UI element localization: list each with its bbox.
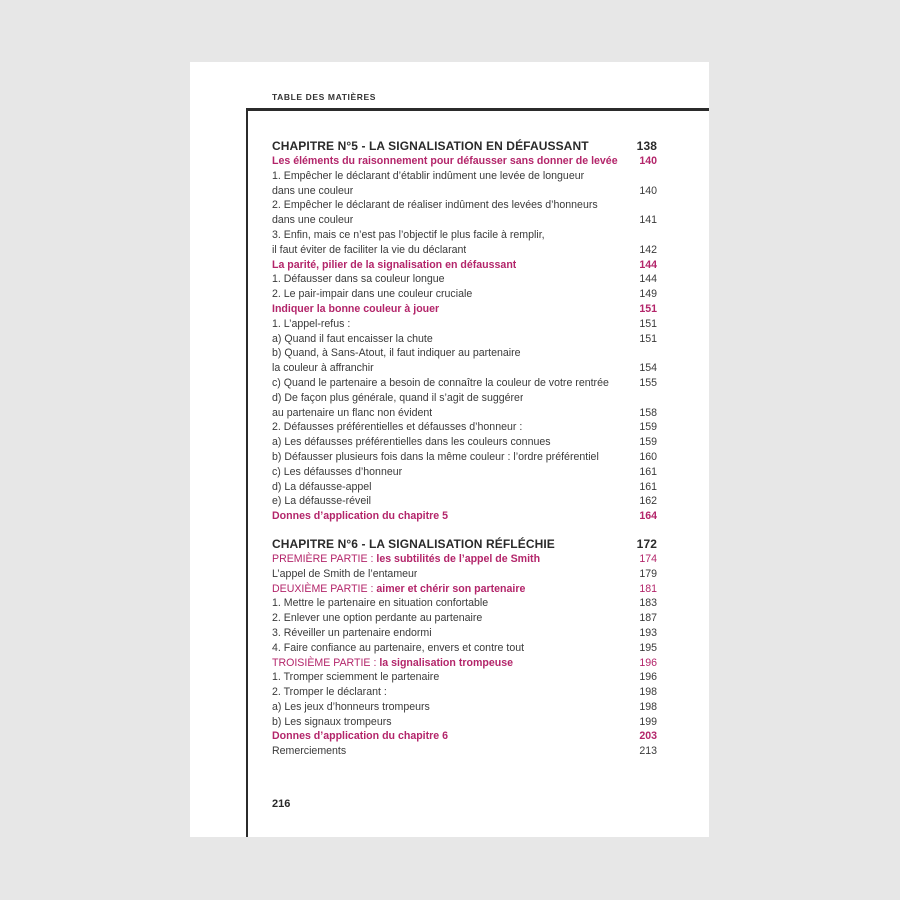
entry-title: a) Les défausses préférentielles dans les couleurs connues bbox=[272, 436, 551, 449]
entry-title: L’appel de Smith de l’entameur bbox=[272, 567, 418, 580]
entry-page: 151 bbox=[639, 317, 657, 330]
entry-title: 3. Enfin, mais ce n’est pas l’objectif le plus facile à remplir, bbox=[272, 228, 545, 241]
toc-entry[interactable] bbox=[272, 184, 657, 199]
entry-page: 161 bbox=[639, 465, 657, 478]
toc-entry[interactable] bbox=[272, 243, 657, 258]
entry-text bbox=[272, 317, 350, 332]
entry-title: il faut éviter de faciliter la vie du déclarant bbox=[272, 243, 467, 256]
entry-title: d) De façon plus générale, quand il s’agit de suggérer bbox=[272, 391, 524, 404]
entry-text bbox=[272, 509, 448, 524]
entry-text bbox=[272, 641, 524, 656]
entry-text bbox=[272, 480, 372, 495]
chapter-page: 138 bbox=[636, 139, 657, 153]
entry-text bbox=[272, 670, 439, 685]
entry-text bbox=[272, 715, 392, 730]
chapter-heading[interactable] bbox=[272, 139, 657, 154]
entry-page: 162 bbox=[639, 495, 657, 508]
toc-entry[interactable] bbox=[272, 169, 657, 184]
entry-title: 1. Défausser dans sa couleur longue bbox=[272, 273, 445, 286]
entry-text bbox=[272, 154, 618, 169]
entry-text bbox=[272, 376, 609, 391]
margin-rule bbox=[246, 108, 248, 837]
entry-page: 193 bbox=[639, 626, 657, 639]
entry-page: 160 bbox=[639, 450, 657, 463]
toc-section-heading[interactable] bbox=[272, 154, 657, 169]
toc-section-heading[interactable] bbox=[272, 509, 657, 524]
entry-page: 213 bbox=[639, 745, 657, 758]
entry-page: 151 bbox=[639, 332, 657, 345]
entry-page: 196 bbox=[639, 656, 657, 669]
entry-text bbox=[272, 420, 522, 435]
entry-page: 158 bbox=[639, 406, 657, 419]
toc-entry[interactable] bbox=[272, 361, 657, 376]
book-page bbox=[190, 62, 709, 837]
entry-page: 142 bbox=[639, 243, 657, 256]
entry-text bbox=[272, 435, 551, 450]
entry-title: 2. Enlever une option perdante au partenaire bbox=[272, 612, 483, 625]
entry-text bbox=[272, 596, 488, 611]
entry-text bbox=[272, 332, 433, 347]
entry-page: 144 bbox=[639, 273, 657, 286]
entry-title: 2. Empêcher le déclarant de réaliser indûment des levées d’honneurs bbox=[272, 199, 598, 212]
toc-entry[interactable] bbox=[272, 626, 657, 641]
entry-text bbox=[272, 465, 402, 480]
entry-title: 1. Tromper sciemment le partenaire bbox=[272, 671, 440, 684]
entry-title: 2. Défausses préférentielles et défausses d’honneur : bbox=[272, 421, 523, 434]
entry-text bbox=[272, 611, 482, 626]
toc-entry[interactable] bbox=[272, 465, 657, 480]
entry-page: 195 bbox=[639, 641, 657, 654]
entry-text bbox=[272, 656, 513, 671]
entry-text bbox=[272, 287, 472, 302]
chapter-spacer bbox=[272, 524, 657, 537]
entry-page: 140 bbox=[639, 155, 657, 167]
toc-entry[interactable] bbox=[272, 611, 657, 626]
entry-title: Les éléments du raisonnement pour défausser sans donner de levée bbox=[272, 155, 618, 167]
entry-title: b) Quand, à Sans-Atout, il faut indiquer au partenaire bbox=[272, 347, 521, 360]
toc-entry[interactable] bbox=[272, 332, 657, 347]
entry-text bbox=[272, 552, 540, 567]
entry-title: e) La défausse-réveil bbox=[272, 495, 371, 508]
toc-entry[interactable] bbox=[272, 480, 657, 495]
entry-text bbox=[272, 685, 387, 700]
entry-title: a) Les jeux d’honneurs trompeurs bbox=[272, 700, 430, 713]
entry-page: 151 bbox=[639, 302, 657, 315]
chapter-title: CHAPITRE N°5 - LA SIGNALISATION EN DÉFAUSSANT bbox=[272, 139, 589, 153]
entry-text bbox=[272, 700, 430, 715]
toc-entry[interactable] bbox=[272, 391, 657, 406]
entry-page: 159 bbox=[639, 421, 657, 434]
entry-title: Indiquer la bonne couleur à jouer bbox=[272, 302, 440, 315]
entry-page: 159 bbox=[639, 436, 657, 449]
table-of-contents bbox=[272, 139, 657, 759]
toc-entry[interactable] bbox=[272, 450, 657, 465]
entry-page: 161 bbox=[639, 480, 657, 493]
toc-entry[interactable] bbox=[272, 700, 657, 715]
entry-text bbox=[272, 494, 371, 509]
entry-title: Donnes d’application du chapitre 5 bbox=[272, 510, 448, 523]
entry-page: 154 bbox=[639, 362, 657, 375]
entry-title: dans une couleur bbox=[272, 214, 354, 227]
entry-title: 2. Tromper le déclarant : bbox=[272, 686, 387, 699]
entry-text bbox=[272, 302, 439, 317]
toc-part-heading[interactable] bbox=[272, 582, 657, 597]
entry-title: La parité, pilier de la signalisation en défaussant bbox=[272, 258, 517, 271]
entry-page: 149 bbox=[639, 288, 657, 301]
entry-page: 199 bbox=[639, 715, 657, 728]
toc-section-heading[interactable] bbox=[272, 258, 657, 273]
entry-text bbox=[272, 213, 353, 228]
entry-title: 2. Le pair-impair dans une couleur cruciale bbox=[272, 288, 473, 301]
toc-entry[interactable] bbox=[272, 744, 657, 759]
entry-title: 4. Faire confiance au partenaire, envers et contre tout bbox=[272, 641, 525, 654]
entry-page: 144 bbox=[639, 258, 657, 271]
toc-entry[interactable] bbox=[272, 376, 657, 391]
toc-entry[interactable] bbox=[272, 567, 657, 582]
entry-text bbox=[272, 391, 523, 406]
entry-page: 164 bbox=[639, 510, 657, 523]
entry-title: b) Défausser plusieurs fois dans la même couleur : l’ordre préférentiel bbox=[272, 450, 599, 463]
entry-title: 3. Réveiller un partenaire endormi bbox=[272, 626, 432, 639]
toc-entry[interactable] bbox=[272, 715, 657, 730]
entry-title: dans une couleur bbox=[272, 184, 354, 197]
entry-title: d) La défausse-appel bbox=[272, 480, 372, 493]
entry-page: 183 bbox=[639, 597, 657, 610]
toc-entry[interactable] bbox=[272, 272, 657, 287]
part-label: TROISIÈME PARTIE : bbox=[272, 656, 380, 669]
entry-text bbox=[272, 184, 353, 199]
entry-title: c) Les défausses d’honneur bbox=[272, 465, 403, 478]
header-rule bbox=[246, 108, 709, 111]
running-header: TABLE DES MATIÈRES bbox=[272, 92, 376, 102]
chapter-title: CHAPITRE N°6 - LA SIGNALISATION RÉFLÉCHIE bbox=[272, 536, 555, 551]
entry-page: 187 bbox=[639, 612, 657, 625]
entry-text bbox=[272, 361, 374, 376]
toc-section-heading[interactable] bbox=[272, 302, 657, 317]
entry-title: Remerciements bbox=[272, 745, 347, 758]
entry-text bbox=[272, 567, 417, 582]
part-title: les subtilités de l’appel de Smith bbox=[376, 552, 541, 565]
toc-entry[interactable] bbox=[272, 435, 657, 450]
toc-entry[interactable] bbox=[272, 317, 657, 332]
entry-text bbox=[272, 582, 525, 597]
entry-text bbox=[272, 272, 445, 287]
toc-part-heading[interactable] bbox=[272, 656, 657, 671]
page-number: 216 bbox=[272, 798, 291, 810]
entry-title: Donnes d’application du chapitre 6 bbox=[272, 730, 448, 743]
toc-entry[interactable] bbox=[272, 641, 657, 656]
part-title: la signalisation trompeuse bbox=[379, 656, 513, 669]
entry-page: 155 bbox=[639, 376, 657, 389]
entry-page: 174 bbox=[639, 552, 657, 565]
entry-text bbox=[272, 744, 346, 759]
entry-page: 196 bbox=[639, 671, 657, 684]
entry-page: 181 bbox=[639, 582, 657, 595]
toc-entry[interactable] bbox=[272, 213, 657, 228]
toc-section-heading[interactable] bbox=[272, 729, 657, 744]
entry-text bbox=[272, 626, 432, 641]
entry-text bbox=[272, 169, 584, 184]
entry-text bbox=[272, 258, 516, 273]
chapter-heading[interactable] bbox=[272, 537, 657, 552]
entry-title: 1. Empêcher le déclarant d’établir indûment une levée de longueur bbox=[272, 169, 585, 182]
toc-entry[interactable] bbox=[272, 406, 657, 421]
part-label: PREMIÈRE PARTIE : bbox=[272, 552, 377, 565]
entry-title: c) Quand le partenaire a besoin de connaître la couleur de votre rentrée bbox=[272, 376, 609, 389]
toc-entry[interactable] bbox=[272, 346, 657, 361]
toc-entry[interactable] bbox=[272, 596, 657, 611]
entry-title: la couleur à affranchir bbox=[272, 362, 374, 375]
chapter-page: 172 bbox=[636, 536, 657, 551]
entry-page: 179 bbox=[639, 567, 657, 580]
entry-page: 198 bbox=[639, 700, 657, 713]
entry-text bbox=[272, 729, 448, 744]
toc-entry[interactable] bbox=[272, 494, 657, 509]
entry-page: 203 bbox=[639, 730, 657, 743]
toc-entry[interactable] bbox=[272, 685, 657, 700]
toc-part-heading[interactable] bbox=[272, 552, 657, 567]
entry-page: 140 bbox=[639, 184, 657, 197]
entry-title: au partenaire un flanc non évident bbox=[272, 406, 433, 419]
toc-entry[interactable] bbox=[272, 420, 657, 435]
entry-text bbox=[272, 198, 598, 213]
entry-page: 141 bbox=[639, 214, 657, 227]
entry-text bbox=[272, 228, 545, 243]
toc-entry[interactable] bbox=[272, 670, 657, 685]
toc-entry[interactable] bbox=[272, 198, 657, 213]
entry-text bbox=[272, 450, 599, 465]
entry-title: 1. L’appel-refus : bbox=[272, 317, 351, 330]
part-label: DEUXIÈME PARTIE : bbox=[272, 582, 377, 595]
entry-title: b) Les signaux trompeurs bbox=[272, 715, 392, 728]
entry-text bbox=[272, 346, 521, 361]
entry-page: 198 bbox=[639, 686, 657, 699]
entry-text bbox=[272, 406, 432, 421]
entry-title: a) Quand il faut encaisser la chute bbox=[272, 332, 433, 345]
entry-title: 1. Mettre le partenaire en situation confortable bbox=[272, 597, 489, 610]
part-title: aimer et chérir son partenaire bbox=[376, 582, 526, 595]
toc-entry[interactable] bbox=[272, 228, 657, 243]
toc-entry[interactable] bbox=[272, 287, 657, 302]
entry-text bbox=[272, 243, 466, 258]
